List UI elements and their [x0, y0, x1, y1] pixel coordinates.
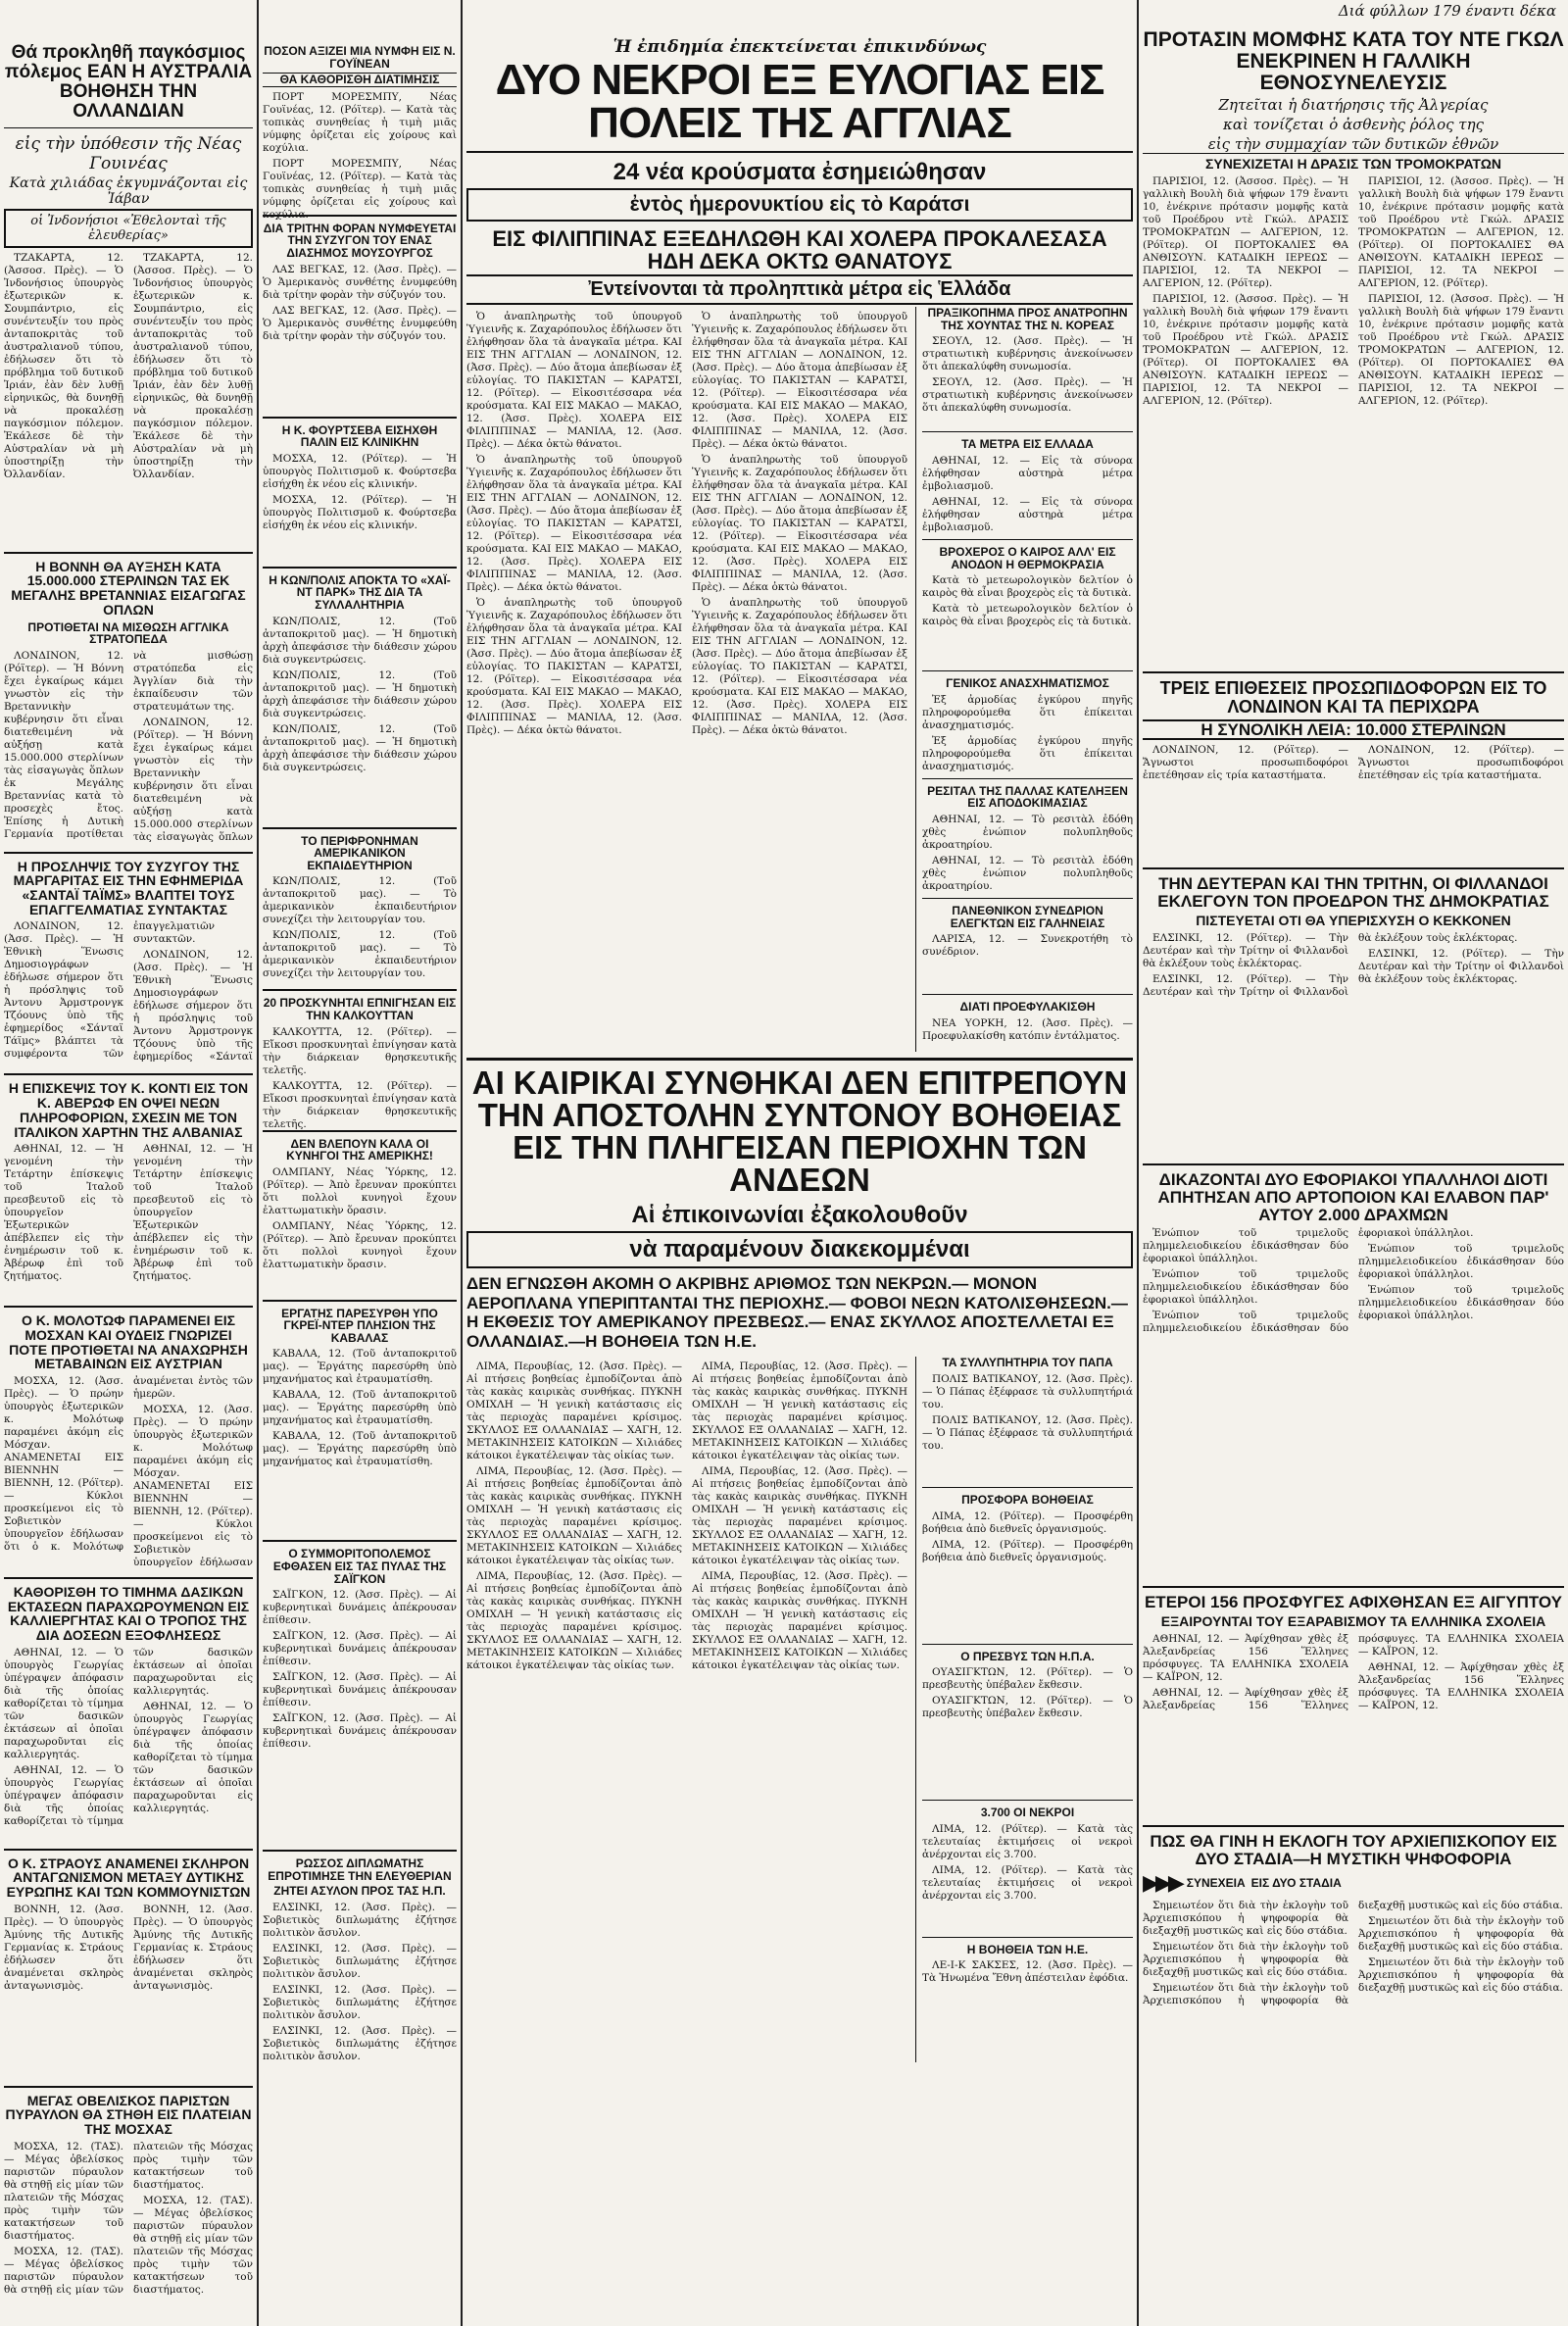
article-body: ΑΘΗΝΑΙ, 12. — Ἡ γενομένη τὴν Τετάρτην ἐπίσκεψις τοῦ Ἰταλοῦ πρεσβευτοῦ εἰς τὸ ὑπουργεῖον Ἐξωτερικῶν ἀπέβλεπεν εἰς τὴν ἐνημέρωσιν τοῦ κ. Ἀβέρωφ ἐπὶ τοῦ ζητήματος. ΑΘΗΝΑΙ, 12. — Ἡ γενομένη τὴν Τετάρτην ἐπίσκεψις τοῦ Ἰταλοῦ πρεσβευτοῦ εἰς τὸ ὑπουργεῖον Ἐξωτερικῶν ἀπέβλεπεν εἰς τὴν ἐνημέρωσιν τοῦ κ. Ἀβέρωφ ἐπὶ τοῦ ζητήματος.	[4, 1143, 253, 1283]
divider	[263, 567, 457, 569]
divider	[1143, 1586, 1564, 1588]
headline: Η Κ. ΦΟΥΡΤΣΕΒΑ ΕΙΣΗΧΘΗ ΠΑΛΙΝ ΕΙΣ ΚΛΙΝΙΚΗΝ	[281, 422, 438, 450]
sidebar-column	[915, 307, 1133, 1052]
deck: 24 νέα κρούσματα ἐσημειώθησαν	[612, 159, 987, 185]
divider	[1143, 1825, 1564, 1827]
article-new-guinea	[4, 43, 253, 546]
article-body: ΤΖΑΚΑΡΤΑ, 12. (Ἀσσοσ. Πρὲς). — Ὁ Ἰνδονήσιος ὑπουργὸς ἐξωτερικῶν κ. Σουμπάντριο, εἰς συνέντευξίν του πρὸς ἀνταποκριτὰς τοῦ ἀυστραλιανοῦ τύπου, ἐδήλωσεν ὅτι τὸ πρόβλημα τοῦ δυτικοῦ Ἰριάν, ἐὰν δὲν λυθῇ εἰρηνικῶς, θὰ δυνηθῇ νὰ προκαλέσῃ παγκόσμιον πόλεμον. Ἐκάλεσε δὲ τὴν Αὐστραλίαν νὰ μὴ ὑποστηρίξῃ τὴν Ὀλλανδίαν. ΤΖΑΚΑΡΤΑ, 12. (Ἀσσοσ. Πρὲς). — Ὁ Ἰνδονήσιος ὑπουργὸς ἐξωτερικῶν κ. Σουμπάντριο, εἰς συνέντευξίν του πρὸς ἀνταποκριτὰς τοῦ ἀυστραλιανοῦ τύπου, ἐδήλωσεν ὅτι τὸ πρόβλημα τοῦ δυτικοῦ Ἰριάν, ἐὰν δὲν λυθῇ εἰρηνικῶς, θὰ δυνηθῇ νὰ προκαλέσῃ παγκόσμιον πόλεμον. Ἐκάλεσε δὲ τὴν Αὐστραλίαν νὰ μὴ ὑποστηρίξῃ τὴν Ὀλλανδίαν.	[4, 251, 253, 480]
divider	[4, 2086, 253, 2088]
divider	[1143, 867, 1564, 869]
divider	[922, 994, 1133, 995]
column-4	[1143, 0, 1564, 2326]
continuation-label: ΣΥΝΕΧΕΙΑ	[1186, 1875, 1246, 1890]
continuation-label: ΕΙΣ ΔΥΟ ΣΤΑΔΙΑ	[1250, 1875, 1342, 1890]
divider	[466, 1058, 1133, 1061]
article-hyde-park	[263, 574, 457, 821]
article-smallpox	[466, 37, 1133, 1052]
divider	[263, 1300, 457, 1302]
divider	[922, 431, 1133, 432]
deck: Ἐντείνονται τὰ προληπτικὰ μέτρα εἰς Ἑλλάδα	[466, 274, 1133, 305]
divider	[4, 1849, 253, 1851]
article-body: ΚΩΝ/ΠΟΛΙΣ, 12. (Τοῦ ἀνταποκριτοῦ μας). — Τὸ ἀμερικανικὸν ἐκπαιδευτήριον συνεχίζει τὴν λειτουργίαν του. ΚΩΝ/ΠΟΛΙΣ, 12. (Τοῦ ἀνταποκριτοῦ μας). — Τὸ ἀμερικανικὸν ἐκπαιδευτήριον συνεχίζει τὴν λειτουργίαν του.	[263, 875, 457, 980]
article-body: ΟΛΜΠΑΝΥ, Νέας Ὑόρκης, 12. (Ρόϊτερ). — Ἀπὸ ἔρευναν προκύπτει ὅτι πολλοὶ κυνηγοὶ ἔχουν ἐλαττωματικὴν ὅρασιν. ΟΛΜΠΑΝΥ, Νέας Ὑόρκης, 12. (Ρόϊτερ). — Ἀπὸ ἔρευναν προκύπτει ὅτι πολλοὶ κυνηγοὶ ἔχουν ἐλαττωματικὴν ὅρασιν.	[263, 1165, 457, 1270]
headline: ΔΕΝ ΒΛΕΠΟΥΝ ΚΑΛΑ ΟΙ ΚΥΝΗΓΟΙ ΤΗΣ ΑΜΕΡΙΚΗΣ!	[286, 1136, 433, 1163]
headline: ΓΕΝΙΚΟΣ ΑΝΑΣΧΗΜΑΤΙΣΜΟΣ	[946, 676, 1109, 691]
article-obelisk	[4, 2094, 253, 2326]
article-body: ΚΑΛΚΟΥΤΤΑ, 12. (Ρόϊτερ). — Εἴκοσι προσκυνηταὶ ἐπνίγησαν κατὰ τὴν διάρκειαν θρησκευτικῆς τελετῆς. ΚΑΛΚΟΥΤΤΑ, 12. (Ρόϊτερ). — Εἴκοσι προσκυνηταὶ ἐπνίγησαν κατὰ τὴν διάρκειαν θρησκευτικῆς τελετῆς.	[263, 1025, 457, 1130]
headline: ΠΡΟΤΑΣΙΝ ΜΟΜΦΗΣ ΚΑΤΑ ΤΟΥ ΝΤΕ ΓΚΩΛ ΕΝΕΚΡΙΝΕΝ Η ΓΑΛΛΙΚΗ ΕΘΝΟΣΥΝΕΛΕΥΣΙΣ	[1143, 28, 1564, 95]
headline: Ο Κ. ΣΤΡΑΟΥΣ ΑΝΑΜΕΝΕΙ ΣΚΛΗΡΟΝ ΑΝΤΑΓΩΝΙΣΜΟΝ ΜΕΤΑΞΥ ΔΥΤΙΚΗΣ ΕΥΡΩΠΗΣ ΚΑΙ ΤΩΝ ΚΟΜΜΟΥΝΙΣΤΩΝ	[6, 1855, 251, 1901]
article-body: ΜΟΣΧΑ, 12. (ΤΑΣ). — Μέγας ὀβελίσκος παριστῶν πύραυλον θὰ στηθῇ εἰς μίαν τῶν πλατειῶν τῆς Μόσχας πρὸς τιμὴν τῶν κατακτήσεων τοῦ διαστήματος. ΜΟΣΧΑ, 12. (ΤΑΣ). — Μέγας ὀβελίσκος παριστῶν πύραυλον θὰ στηθῇ εἰς μίαν τῶν πλατειῶν τῆς Μόσχας πρὸς τιμὴν τῶν κατακτήσεων τοῦ διαστήματος. ΜΟΣΧΑ, 12. (ΤΑΣ). — Μέγας ὀβελίσκος παριστῶν πύραυλον θὰ στηθῇ εἰς μίαν τῶν πλατειῶν τῆς Μόσχας πρὸς τιμὴν τῶν κατακτήσεων τοῦ διαστήματος.	[4, 2140, 253, 2296]
headline: Ο Κ. ΜΟΛΟΤΩΦ ΠΑΡΑΜΕΝΕΙ ΕΙΣ ΜΟΣΧΑΝ ΚΑΙ ΟΥΔΕΙΣ ΓΝΩΡΙΖΕΙ ΠΟΤΕ ΠΡΟΤΙΘΕΤΑΙ ΝΑ ΑΝΑΧΩΡΗΣΗ ΜΕΤΑΒΑΙΝΩΝ ΕΙΣ ΑΥΣΤΡΙΑΝ	[9, 1312, 248, 1372]
divider	[263, 989, 457, 991]
headline: Ο ΠΡΕΣΒΥΣ ΤΩΝ Η.Π.Α.	[960, 1649, 1095, 1663]
headline: Η ΠΡΟΣΛΗΨΙΣ ΤΟΥ ΣΥΖΥΓΟΥ ΤΗΣ ΜΑΡΓΑΡΙΤΑΣ ΕΙΣ ΤΗΝ ΕΦΗΜΕΡΙΔΑ «ΣΑΝΤΑΪ ΤΑΪΜΣ» ΒΛΑΠΤΕΙ ΤΟΥΣ ΕΠΑΓΓΕΛΜΑΤΙΑΣ ΣΥΝΤΑΚΤΑΣ	[13, 858, 244, 917]
subheadline: ΣΥΝΕΧΙΖΕΤΑΙ Η ΔΡΑΣΙΣ ΤΩΝ ΤΡΟΜΟΚΡΑΤΩΝ	[1204, 156, 1502, 173]
article-margaret	[4, 860, 253, 1068]
article-body: ΠΑΡΙΣΙΟΙ, 12. (Ἀσσοσ. Πρὲς). — Ἡ γαλλικὴ Βουλὴ διὰ ψήφων 179 ἔναντι 10, ἐνέκρινε πρότασιν μομφῆς κατὰ τοῦ Προέδρου ντὲ Γκώλ. ΔΡΑΣΙΣ ΤΡΟΜΟΚΡΑΤΩΝ — ΑΛΓΕΡΙΟΝ, 12. (Ρόϊτερ). ΟΙ ΠΟΡΤΟΚΑΛΙΕΣ ΘΑ ΑΝΘΙΣΟΥΝ. ΚΑΤΑΔΙΚΗ ΙΕΡΕΩΣ — ΠΑΡΙΣΙΟΙ, 12. ΤΑ ΝΕΚΡΟΙ — ΑΛΓΕΡΙΟΝ, 12. (Ρόϊτερ). ΠΑΡΙΣΙΟΙ, 12. (Ἀσσοσ. Πρὲς). — Ἡ γαλλικὴ Βουλὴ διὰ ψήφων 179 ἔναντι 10, ἐνέκρινε πρότασιν μομφῆς κατὰ τοῦ Προέδρου ντὲ Γκώλ. ΔΡΑΣΙΣ ΤΡΟΜΟΚΡΑΤΩΝ — ΑΛΓΕΡΙΟΝ, 12. (Ρόϊτερ). ΟΙ ΠΟΡΤΟΚΑΛΙΕΣ ΘΑ ΑΝΘΙΣΟΥΝ. ΚΑΤΑΔΙΚΗ ΙΕΡΕΩΣ — ΠΑΡΙΣΙΟΙ, 12. ΤΑ ΝΕΚΡΟΙ — ΑΛΓΕΡΙΟΝ, 12. (Ρόϊτερ). ΠΑΡΙΣΙΟΙ, 12. (Ἀσσοσ. Πρὲς). — Ἡ γαλλικὴ Βουλὴ διὰ ψήφων 179 ἔναντι 10, ἐνέκρινε πρότασιν μομφῆς κατὰ τοῦ Προέδρου ντὲ Γκώλ. ΔΡΑΣΙΣ ΤΡΟΜΟΚΡΑΤΩΝ — ΑΛΓΕΡΙΟΝ, 12. (Ρόϊτερ). ΟΙ ΠΟΡΤΟΚΑΛΙΕΣ ΘΑ ΑΝΘΙΣΟΥΝ. ΚΑΤΑΔΙΚΗ ΙΕΡΕΩΣ — ΠΑΡΙΣΙΟΙ, 12. ΤΑ ΝΕΚΡΟΙ — ΑΛΓΕΡΙΟΝ, 12. (Ρόϊτερ). ΠΑΡΙΣΙΟΙ, 12. (Ἀσσοσ. Πρὲς). — Ἡ γαλλικὴ Βουλὴ διὰ ψήφων 179 ἔναντι 10, ἐνέκρινε πρότασιν μομφῆς κατὰ τοῦ Προέδρου ντὲ Γκώλ. ΔΡΑΣΙΣ ΤΡΟΜΟΚΡΑΤΩΝ — ΑΛΓΕΡΙΟΝ, 12. (Ρόϊτερ). ΟΙ ΠΟΡΤΟΚΑΛΙΕΣ ΘΑ ΑΝΘΙΣΟΥΝ. ΚΑΤΑΔΙΚΗ ΙΕΡΕΩΣ — ΠΑΡΙΣΙΟΙ, 12. ΤΑ ΝΕΚΡΟΙ — ΑΛΓΕΡΙΟΝ, 12. (Ρόϊτερ).	[1143, 174, 1564, 407]
headline: ΤΗΝ ΔΕΥΤΕΡΑΝ ΚΑΙ ΤΗΝ ΤΡΙΤΗΝ, ΟΙ ΦΙΛΛΑΝΔΟΙ ΕΚΛΕΓΟΥΝ ΤΟΝ ΠΡΟΕΔΡΟΝ ΤΗΣ ΔΗΜΟΚΡΑΤΙΑΣ	[1157, 874, 1549, 912]
article-conti-averof	[4, 1081, 253, 1300]
divider	[4, 1073, 253, 1075]
deck: ἐντὸς ἡμερονυκτίου εἰς τὸ Καράτσι	[466, 188, 1133, 222]
subheadline: ΕΞΑΙΡΟΥΝΤΑΙ ΤΟΥ ΕΞΑΡΑΒΙΣΜΟΥ ΤΑ ΕΛΛΗΝΙΚΑ ΣΧΟΛΕΙΑ	[1160, 1613, 1546, 1630]
article-body: ΝΕΑ ΥΟΡΚΗ, 12. (Ἀσσ. Πρὲς). — Προεφυλακίσθη κατόπιν ἐντάλματος.	[922, 1016, 1133, 1042]
headline: ΡΕΣΙΤΑΛ ΤΗΣ ΠΑΛΛΑΣ ΚΑΤΕΛΗΞΕΝ ΕΙΣ ΑΠΟΔΟΚΙΜΑΣΙΑΣ	[927, 783, 1128, 811]
article-body: ΕΛΣΙΝΚΙ, 12. (Ἀσσ. Πρὲς). — Σοβιετικὸς διπλωμάτης ἐζήτησε πολιτικὸν ἄσυλον. ΕΛΣΙΝΚΙ, 12. (Ἀσσ. Πρὲς). — Σοβιετικὸς διπλωμάτης ἐζήτησε πολιτικὸν ἄσυλον. ΕΛΣΙΝΚΙ, 12. (Ἀσσ. Πρὲς). — Σοβιετικὸς διπλωμάτης ἐζήτησε πολιτικὸν ἄσυλον. ΕΛΣΙΝΚΙ, 12. (Ἀσσ. Πρὲς). — Σοβιετικὸς διπλωμάτης ἐζήτησε πολιτικὸν ἄσυλον.	[263, 1902, 457, 2063]
article-composer	[263, 223, 457, 411]
article-body: ΒΟΝΝΗ, 12. (Ἀσσ. Πρὲς). — Ὁ ὑπουργὸς Ἀμύνης τῆς Δυτικῆς Γερμανίας κ. Στράους ἐδήλωσεν ὅτι ἀναμένεται σκληρὸς ἀνταγωνισμὸς. ΒΟΝΝΗ, 12. (Ἀσσ. Πρὲς). — Ὁ ὑπουργὸς Ἀμύνης τῆς Δυτικῆς Γερμανίας κ. Στράους ἐδήλωσεν ὅτι ἀναμένεται σκληρὸς ἀνταγωνισμὸς.	[4, 1903, 253, 1992]
article-finland	[1143, 875, 1564, 1157]
subheadline: καὶ τονίζεται ὁ ἀσθενὴς ῥόλος της	[1223, 116, 1484, 134]
divider	[263, 1540, 457, 1542]
article-hunters	[263, 1138, 457, 1294]
headline: ΠΑΝΕΘΝΙΚΟΝ ΣΥΝΕΔΡΙΟΝ ΕΛΕΓΚΤΩΝ ΕΙΣ ΓΑΛΗΝΕΙΑΣ	[950, 903, 1105, 930]
subheadline: Κατὰ χιλιάδας ἐκγυμνάζονται εἰς Ἰάβαν	[9, 174, 248, 207]
headline: ΡΩΣΣΟΣ ΔΙΠΛΩΜΑΤΗΣ ΕΠΡΟΤΙΜΗΣΕ ΤΗΝ ΕΛΕΥΘΕΡΙΑΝ	[268, 1856, 452, 1883]
article-pilgrims	[263, 996, 457, 1130]
article-saigon	[263, 1548, 457, 1844]
article-body: Ἐξ ἀρμοδίας ἐγκύρου πηγῆς πληροφορούμεθα ὅτι ἐπίκειται ἀνασχηματισμός. Ἐξ ἀρμοδίας ἐγκύρου πηγῆς πληροφορούμεθα ὅτι ἐπίκειται ἀνασχηματισμός.	[922, 693, 1133, 772]
article-de-gaulle	[1143, 29, 1564, 666]
headline: ΔΙΚΑΖΟΝΤΑΙ ΔΥΟ ΕΦΟΡΙΑΚΟΙ ΥΠΑΛΛΗΛΟΙ ΔΙΟΤΙ ΑΠΗΤΗΣΑΝ ΑΠΟ ΑΡΤΟΠΟΙΟΝ ΚΑΙ ΕΛΑΒΟΝ ΠΑΡ' ΑΥΤΟΥ 2.000 ΔΡΑΧΜΩΝ	[1157, 1169, 1549, 1224]
headline: ΕΤΕΡΟΙ 156 ΠΡΟΣΦΥΓΕΣ ΑΦΙΧΘΗΣΑΝ ΕΞ ΑΙΓΥΠΤΟΥ	[1144, 1593, 1563, 1612]
sidebar-column	[915, 1357, 1133, 2062]
article-bonn-arms	[4, 560, 253, 846]
divider	[263, 417, 457, 419]
divider	[922, 1644, 1133, 1645]
headline: Ο ΣΥΜΜΟΡΙΤΟΠΟΛΕΜΟΣ ΕΦΘΑΣΕΝ ΕΙΣ ΤΑΣ ΠΥΛΑΣ ΤΗΣ ΣΑΪΓΚΟΝ	[272, 1547, 447, 1586]
deck: νὰ παραμένουν διακεκομμέναι	[466, 1231, 1133, 1268]
column-rule	[257, 0, 259, 2326]
subheadline: ΘΑ ΚΑΘΟΡΙΣΘΗ ΔΙΑΤΙΜΗΣΙΣ	[263, 73, 457, 87]
article-body: ΚΩΝ/ΠΟΛΙΣ, 12. (Τοῦ ἀνταποκριτοῦ μας). — Ἡ δημοτικὴ ἀρχὴ ἀπεφάσισε τὴν διάθεσιν χώρου διὰ συγκεντρώσεις. ΚΩΝ/ΠΟΛΙΣ, 12. (Τοῦ ἀνταποκριτοῦ μας). — Ἡ δημοτικὴ ἀρχὴ ἀπεφάσισε τὴν διάθεσιν χώρου διὰ συγκεντρώσεις. ΚΩΝ/ΠΟΛΙΣ, 12. (Τοῦ ἀνταποκριτοῦ μας). — Ἡ δημοτικὴ ἀρχὴ ἀπεφάσισε τὴν διάθεσιν χώρου διὰ συγκεντρώσεις.	[263, 615, 457, 773]
column-1	[4, 0, 253, 2326]
article-body: ΜΟΣΧΑ, 12. (Ἀσσ. Πρὲς). — Ὁ πρώην ὑπουργὸς ἐξωτερικῶν κ. Μολότωφ παραμένει ἀκόμη εἰς Μόσχαν. ΑΝΑΜΕΝΕΤΑΙ ΕΙΣ ΒΙΕΝΝΗΝ — ΒΙΕΝΝΗ, 12. (Ρόϊτερ). — Κύκλοι προσκείμενοι εἰς τὸ Σοβιετικὸν ὑπουργεῖον ἐδήλωσαν ὅτι ὁ κ. Μολότωφ ἀναμένεται ἐντὸς τῶν ἡμερῶν. ΜΟΣΧΑ, 12. (Ἀσσ. Πρὲς). — Ὁ πρώην ὑπουργὸς ἐξωτερικῶν κ. Μολότωφ παραμένει ἀκόμη εἰς Μόσχαν. ΑΝΑΜΕΝΕΤΑΙ ΕΙΣ ΒΙΕΝΝΗΝ — ΒΙΕΝΝΗ, 12. (Ρόϊτερ). — Κύκλοι προσκείμενοι εἰς τὸ Σοβιετικὸν ὑπουργεῖον ἐδήλωσαν	[4, 1374, 253, 1568]
divider	[922, 539, 1133, 540]
divider	[922, 778, 1133, 779]
article-worker	[263, 1308, 457, 1535]
article-body: ΣΕΟΥΛ, 12. (Ἀσσ. Πρὲς). — Ἡ στρατιωτικὴ κυβέρνησις ἀνεκοίνωσεν ὅτι ἀπεκαλύφθη συνωμοσία. ΣΕΟΥΛ, 12. (Ἀσσ. Πρὲς). — Ἡ στρατιωτικὴ κυβέρνησις ἀνεκοίνωσεν ὅτι ἀπεκαλύφθη συνωμοσία.	[922, 335, 1133, 415]
article-body: ΕΛΣΙΝΚΙ, 12. (Ρόϊτερ). — Τὴν Δευτέραν καὶ τὴν Τρίτην οἱ Φιλλανδοὶ θὰ ἐκλέξουν τοὺς ἐκλέκτορας. ΕΛΣΙΝΚΙ, 12. (Ρόϊτερ). — Τὴν Δευτέραν καὶ τὴν Τρίτην οἱ Φιλλανδοὶ θὰ ἐκλέξουν τοὺς ἐκλέκτορας. ΕΛΣΙΝΚΙ, 12. (Ρόϊτερ). — Τὴν Δευτέραν καὶ τὴν Τρίτην οἱ Φιλλανδοὶ θὰ ἐκλέξουν τοὺς ἐκλέκτορας.	[1143, 931, 1564, 998]
headline: ΤΑ ΣΥΛΛΥΠΗΤΗΡΙΑ ΤΟΥ ΠΑΠΑ	[942, 1357, 1113, 1370]
main-headline: ΑΙ ΚΑΙΡΙΚΑΙ ΣΥΝΘΗΚΑΙ ΔΕΝ ΕΠΙΤΡΕΠΟΥΝ ΤΗΝ ΑΠΟΣΤΟΛΗΝ ΣΥΝΤΟΝΟΥ ΒΟΗΘΕΙΑΣ ΕΙΣ ΤΗΝ ΠΛΗΓΕΙΣΑΝ ΠΕΡΙΟΧΗΝ ΤΩΝ ΑΝΔΕΩΝ	[471, 1064, 1128, 1199]
subheadline: Ζητεῖται ἡ διατήρησις τῆς Ἀλγερίας	[1218, 96, 1489, 115]
article-body: ΟΥΑΣΙΓΚΤΩΝ, 12. (Ρόϊτερ). — Ὁ πρεσβευτὴς ὑπέβαλεν ἔκθεσιν. ΟΥΑΣΙΓΚΤΩΝ, 12. (Ρόϊτερ). — Ὁ πρεσβευτὴς ὑπέβαλεν ἔκθεσιν.	[922, 1666, 1133, 1720]
divider	[922, 1937, 1133, 1938]
article-furtseva	[263, 424, 457, 561]
article-body: ΛΙΜΑ, 12. (Ρόϊτερ). — Προσφέρθη βοήθεια ἀπὸ διεθνεῖς ὀργανισμούς. ΛΙΜΑ, 12. (Ρόϊτερ). — Προσφέρθη βοήθεια ἀπὸ διεθνεῖς ὀργανισμούς.	[922, 1509, 1133, 1563]
article-body: ΜΟΣΧΑ, 12. (Ρόϊτερ). — Ἡ ὑπουργὸς Πολιτισμοῦ κ. Φούρτσεβα εἰσήχθη ἐκ νέου εἰς κλινικήν. ΜΟΣΧΑ, 12. (Ρόϊτερ). — Ἡ ὑπουργὸς Πολιτισμοῦ κ. Φούρτσεβα εἰσήχθη ἐκ νέου εἰς κλινικήν.	[263, 452, 457, 531]
headline: Η ΕΠΙΣΚΕΨΙΣ ΤΟΥ Κ. ΚΟΝΤΙ ΕΙΣ ΤΟΝ Κ. ΑΒΕΡΩΦ ΕΝ ΟΨΕΙ ΝΕΩΝ ΠΛΗΡΟΦΟΡΙΩΝ, ΣΧΕΣΙΝ ΜΕ ΤΟΝ ΙΤΑΛΙΚΟΝ ΧΑΡΤΗΝ ΤΗΣ ΑΛΒΑΝΙΑΣ	[8, 1080, 249, 1140]
article-body: ΛΙΜΑ, Περουβίας, 12. (Ἀσσ. Πρὲς). — Αἱ πτήσεις βοηθείας ἐμποδίζονται ἀπὸ τὰς κακὰς καιρικὰς συνθήκας. ΠΥΚΝΗ ΟΜΙΧΛΗ — Ἡ γενικὴ κατάστασις εἰς τὰς περιοχὰς παραμένει κρίσιμος. ΣΚΥΛΛΟΣ ΕΞ ΟΛΛΑΝΔΙΑΣ — ΧΑΓΗ, 12. ΜΕΤΑΚΙΝΗΣΕΙΣ ΚΑΤΟΙΚΩΝ — Χιλιάδες κάτοικοι ἐγκατέλειψαν τὰς οἰκίας των. ΛΙΜΑ, Περουβίας, 12. (Ἀσσ. Πρὲς). — Αἱ πτήσεις βοηθείας ἐμποδίζονται ἀπὸ τὰς κακὰς καιρικὰς συνθήκας. ΠΥΚΝΗ ΟΜΙΧΛΗ — Ἡ γενικὴ κατάστασις εἰς τὰς περιοχὰς παραμένει κρίσιμος. ΣΚΥΛΛΟΣ ΕΞ ΟΛΛΑΝΔΙΑΣ — ΧΑΓΗ, 12. ΜΕΤΑΚΙΝΗΣΕΙΣ ΚΑΤΟΙΚΩΝ — Χιλιάδες κάτοικοι ἐγκατέλειψαν τὰς οἰκίας των. ΛΙΜΑ, Περουβίας, 12. (Ἀσσ. Πρὲς). — Αἱ πτήσεις βοηθείας ἐμποδίζονται ἀπὸ τὰς κακὰς καιρικὰς συνθήκας. ΠΥΚΝΗ ΟΜΙΧΛΗ — Ἡ γενικὴ κατάστασις εἰς τὰς περιοχὰς παραμένει κρίσιμος. ΣΚΥΛΛΟΣ ΕΞ ΟΛΛΑΝΔΙΑΣ — ΧΑΓΗ, 12. ΜΕΤΑΚΙΝΗΣΕΙΣ ΚΑΤΟΙΚΩΝ — Χιλιάδες κάτοικοι ἐγκατέλειψαν τὰς οἰκίας των. ΛΙΜΑ, Περουβίας, 12. (Ἀσσ. Πρὲς). — Αἱ πτήσεις βοηθείας ἐμποδίζονται ἀπὸ τὰς κακὰς καιρικὰς συνθήκας. ΠΥΚΝΗ ΟΜΙΧΛΗ — Ἡ γενικὴ κατάστασις εἰς τὰς περιοχὰς παραμένει κρίσιμος. ΣΚΥΛΛΟΣ ΕΞ ΟΛΛΑΝΔΙΑΣ — ΧΑΓΗ, 12. ΜΕΤΑΚΙΝΗΣΕΙΣ ΚΑΤΟΙΚΩΝ — Χιλιάδες κάτοικοι ἐγκατέλειψαν τὰς οἰκίας των. ΛΙΜΑ, Περουβίας, 12. (Ἀσσ. Πρὲς). — Αἱ πτήσεις βοηθείας ἐμποδίζονται ἀπὸ τὰς κακὰς καιρικὰς συνθήκας. ΠΥΚΝΗ ΟΜΙΧΛΗ — Ἡ γενικὴ κατάστασις εἰς τὰς περιοχὰς παραμένει κρίσιμος. ΣΚΥΛΛΟΣ ΕΞ ΟΛΛΑΝΔΙΑΣ — ΧΑΓΗ, 12. ΜΕΤΑΚΙΝΗΣΕΙΣ ΚΑΤΟΙΚΩΝ — Χιλιάδες κάτοικοι ἐγκατέλειψαν τὰς οἰκίας των. ΛΙΜΑ, Περουβίας, 12. (Ἀσσ. Πρὲς). — Αἱ πτήσεις βοηθείας ἐμποδίζονται ἀπὸ τὰς κακὰς καιρικὰς συνθήκας. ΠΥΚΝΗ ΟΜΙΧΛΗ — Ἡ γενικὴ κατάστασις εἰς τὰς περιοχὰς παραμένει κρίσιμος. ΣΚΥΛΛΟΣ ΕΞ ΟΛΛΑΝΔΙΑΣ — ΧΑΓΗ, 12. ΜΕΤΑΚΙΝΗΣΕΙΣ ΚΑΤΟΙΚΩΝ — Χιλιάδες κάτοικοι ἐγκατέλειψαν τὰς οἰκίας των.	[466, 1361, 907, 1672]
subheadline: ΠΙΣΤΕΥΕΤΑΙ ΟΤΙ ΘΑ ΥΠΕΡΙΣΧΥΣΗ Ο ΚΕΚΚΟΝΕΝ	[1196, 913, 1511, 929]
article-body: ΛΟΝΔΙΝΟΝ, 12. (Ρόϊτερ). — Ἡ Βόννη ἔχει ἐγκαίρως κάμει γνωστὸν εἰς τὴν Βρεταννικὴν κυβέρνησιν ὅτι εἶναι διατεθειμένη νὰ αὐξήσῃ κατὰ 15.000.000 στερλίνων τὰς εἰσαγωγὰς ὅπλων ἐκ Μεγάλης Βρεταννίας κατὰ τὸ προσεχὲς ἔτος. Ἐπίσης ἡ Δυτικὴ Γερμανία προτίθεται νὰ μισθώσῃ στρατόπεδα εἰς Ἀγγλίαν διὰ τὴν ἐκπαίδευσιν τῶν στρατευμάτων της. ΛΟΝΔΙΝΟΝ, 12. (Ρόϊτερ). — Ἡ Βόννη ἔχει ἐγκαίρως κάμει γνωστὸν εἰς τὴν Βρεταννικὴν κυβέρνησιν ὅτι εἶναι διατεθειμένη νὰ αὐξήσῃ κατὰ 15.000.000 στερλίνων τὰς εἰσαγωγὰς ὅπλων	[4, 649, 253, 843]
divider	[263, 827, 457, 829]
headline: ΜΕΓΑΣ ΟΒΕΛΙΣΚΟΣ ΠΑΡΙΣΤΩΝ ΠΥΡΑΥΛΟΝ ΘΑ ΣΤΗΘΗ ΕΙΣ ΠΛΑΤΕΙΑΝ ΤΗΣ ΜΟΣΧΑΣ	[5, 2092, 252, 2138]
headline: ΔΙΑΤΙ ΠΡΟΕΦΥΛΑΚΙΣΘΗ	[959, 1000, 1096, 1015]
headline: ΠΩΣ ΘΑ ΓΙΝΗ Η ΕΚΛΟΓΗ ΤΟΥ ΑΡΧΙΕΠΙΣΚΟΠΟΥ ΕΙΣ ΔΥΟ ΣΤΑΔΙΑ—Η ΜΥΣΤΙΚΗ ΨΗΦΟΦΟΡΙΑ	[1150, 1831, 1557, 1868]
deck: Αἱ ἐπικοινωνίαι ἐξακολουθοῦν	[631, 1202, 968, 1229]
headline: Η ΒΟΝΝΗ ΘΑ ΑΥΞΗΣΗ ΚΑΤΑ 15.000.000 ΣΤΕΡΛΙΝΩΝ ΤΑΣ ΕΚ ΜΕΓΑΛΗΣ ΒΡΕΤΑΝΝΙΑΣ ΕΙΣΑΓΩΓΑΣ ΟΠΛΩΝ	[11, 558, 246, 618]
article-body: Ἐνώπιον τοῦ τριμελοῦς πλημμελειοδικείου ἐδικάσθησαν δύο ἐφοριακοὶ ὑπάλληλοι. Ἐνώπιον τοῦ τριμελοῦς πλημμελειοδικείου ἐδικάσθησαν δύο ἐφοριακοὶ ὑπάλληλοι. Ἐνώπιον τοῦ τριμελοῦς πλημμελειοδικείου ἐδικάσθησαν δύο ἐφοριακοὶ ὑπάλληλοι. Ἐνώπιον τοῦ τριμελοῦς πλημμελειοδικείου ἐδικάσθησαν δύο ἐφοριακοὶ ὑπάλληλοι. Ἐνώπιον τοῦ τριμελοῦς πλημμελειοδικείου ἐδικάσθησαν δύο ἐφοριακοὶ ὑπάλληλοι.	[1143, 1227, 1564, 1335]
article-body: Σημειωτέον ὅτι διὰ τὴν ἐκλογὴν τοῦ Ἀρχιεπισκόπου ἡ ψηφοφορία θὰ διεξαχθῇ μυστικῶς καὶ εἰς δύο στάδια. Σημειωτέον ὅτι διὰ τὴν ἐκλογὴν τοῦ Ἀρχιεπισκόπου ἡ ψηφοφορία θὰ διεξαχθῇ μυστικῶς καὶ εἰς δύο στάδια. Σημειωτέον ὅτι διὰ τὴν ἐκλογὴν τοῦ Ἀρχιεπισκόπου ἡ ψηφοφορία θὰ διεξαχθῇ μυστικῶς καὶ εἰς δύο στάδια. Σημειωτέον ὅτι διὰ τὴν ἐκλογὴν τοῦ Ἀρχιεπισκόπου ἡ ψηφοφορία θὰ διεξαχθῇ μυστικῶς καὶ εἰς δύο στάδια. Σημειωτέον ὅτι διὰ τὴν ἐκλογὴν τοῦ Ἀρχιεπισκόπου ἡ ψηφοφορία θὰ διεξαχθῇ μυστικῶς καὶ εἰς δύο στάδια.	[1143, 1899, 1564, 2006]
article-body: ΑΘΗΝΑΙ, 12. — Τὸ ρεσιτὰλ ἐδόθη χθὲς ἐνώπιον πολυπληθοῦς ἀκροατηρίου. ΑΘΗΝΑΙ, 12. — Τὸ ρεσιτὰλ ἐδόθη χθὲς ἐνώπιον πολυπληθοῦς ἀκροατηρίου.	[922, 813, 1133, 892]
subheadline: εἰς τὴν συμμαχίαν τῶν δυτικῶν ἐθνῶν	[1143, 135, 1564, 154]
headline: ΤΟ ΠΕΡΙΦΡΟΝΗΜΑΝ ΑΜΕΡΙΚΑΝΙΚΟΝ ΕΚΠΑΙΔΕΥΤΗΡΙΟΝ	[301, 833, 418, 872]
article-body: ΑΘΗΝΑΙ, 12. — Εἰς τὰ σύνορα ἐλήφθησαν αὐστηρὰ μέτρα ἐμβολιασμοῦ. ΑΘΗΝΑΙ, 12. — Εἰς τὰ σύνορα ἐλήφθησαν αὐστηρὰ μέτρα ἐμβολιασμοῦ.	[922, 454, 1133, 533]
article-body: ΠΟΛΙΣ ΒΑΤΙΚΑΝΟΥ, 12. (Ἀσσ. Πρὲς). — Ὁ Πάπας ἐξέφρασε τὰ συλλυπητήριά του. ΠΟΛΙΣ ΒΑΤΙΚΑΝΟΥ, 12. (Ἀσσ. Πρὲς). — Ὁ Πάπας ἐξέφρασε τὰ συλλυπητήριά του.	[922, 1372, 1133, 1452]
divider	[922, 1800, 1133, 1801]
smallpox-body-row	[466, 307, 1133, 1052]
divider	[4, 127, 253, 128]
article-body: ΛΕ-Ι-Κ ΣΑΚΣΕΣ, 12. (Ἀσσ. Πρὲς). — Τὰ Ἡνωμένα Ἔθνη ἀπέστειλαν ἐφόδια.	[922, 1959, 1133, 1985]
column-main	[466, 0, 1133, 2326]
headline: Θά προκληθῆ παγκόσμιος πόλεμος ΕΑΝ Η ΑΥΣΤΡΑΛΙΑ ΒΟΗΘΗΣΗ ΤΗΝ ΟΛΛΑΝΔΙΑΝ	[4, 42, 253, 122]
article-forest-land	[4, 1585, 253, 1843]
arrows-icon: ▶▶▶	[1143, 1870, 1181, 1896]
article-body: Κατὰ τὸ μετεωρολογικὸν δελτίον ὁ καιρὸς θὰ εἶναι βροχερὸς εἰς τὰ δυτικὰ. Κατὰ τὸ μετεωρολογικὸν δελτίον ὁ καιρὸς θὰ εἶναι βροχερὸς εἰς τὰ δυτικὰ.	[922, 574, 1133, 628]
article-masked-robbers	[1143, 679, 1564, 863]
column-2	[263, 0, 457, 2326]
kicker: Ἡ ἐπιδημία ἐπεκτείνεται ἐπικινδύνως	[612, 37, 987, 57]
subheadline: ΠΡΟΤΙΘΕΤΑΙ ΝΑ ΜΙΣΘΩΣΗ ΑΓΓΛΙΚΑ ΣΤΡΑΤΟΠΕΔΑ	[27, 619, 229, 647]
article-body: ΚΑΒΑΛΑ, 12. (Τοῦ ἀνταποκριτοῦ μας). — Ἐργάτης παρεσύρθη ὑπὸ μηχανήματος καὶ ἐτραυματίσθη. ΚΑΒΑΛΑ, 12. (Τοῦ ἀνταποκριτοῦ μας). — Ἐργάτης παρεσύρθη ὑπὸ μηχανήματος καὶ ἐτραυματίσθη. ΚΑΒΑΛΑ, 12. (Τοῦ ἀνταποκριτοῦ μας). — Ἐργάτης παρεσύρθη ὑπὸ μηχανήματος καὶ ἐτραυματίσθη.	[263, 1348, 457, 1468]
headline: Η ΒΟΗΘΕΙΑ ΤΩΝ Η.Ε.	[966, 1942, 1089, 1956]
continuation-row	[1143, 1871, 1564, 1896]
headline: ΕΡΓΑΤΗΣ ΠΑΡΕΣΥΡΘΗ ΥΠΟ ΓΚΡΕΪ-ΝΤΕΡ ΠΛΗΣΙΟΝ ΤΗΣ ΚΑΒΑΛΑΣ	[281, 1306, 438, 1345]
headline: 20 ΠΡΟΣΚΥΝΗΤΑΙ ΕΠΝΙΓΗΣΑΝ ΕΙΣ ΤΗΝ ΚΑΛΚΟΥΤΤΑΝ	[263, 996, 457, 1022]
headline: ΠΡΑΞΙΚΟΠΗΜΑ ΠΡΟΣ ΑΝΑΤΡΟΠΗΝ ΤΗΣ ΧΟΥΝΤΑΣ ΤΗΣ Ν. ΚΟΡΕΑΣ	[927, 307, 1128, 332]
article-tax-officials	[1143, 1171, 1564, 1581]
deck: ΔΕΝ ΕΓΝΩΣΘΗ ΑΚΟΜΗ Ο ΑΚΡΙΒΗΣ ΑΡΙΘΜΟΣ ΤΩΝ ΝΕΚΡΩΝ.— ΜΟΝΟΝ ΑΕΡΟΠΛΑΝΑ ΥΠΕΡΙΠΤΑΝΤΑΙ ΤΗΣ ΠΕΡΙΟΧΗΣ.— ΦΟΒΟΙ ΝΕΩΝ ΚΑΤΟΛΙΣΘΗΣΕΩΝ.— Η ΕΚΘΕΣΙΣ ΤΟΥ ΑΜΕΡΙΚΑΝΟΥ ΠΡΕΣΒΕΩΣ.— ΕΝΑΣ ΣΚΥΛΛΟΣ ΑΠΟΣΤΕΛΛΕΤΑΙ ΕΞ ΟΛΛΑΝΔΙΑΣ.—Η ΒΟΗΘΕΙΑ ΤΩΝ Η.Ε.	[466, 1274, 1128, 1351]
headline: ΤΡΕΙΣ ΕΠΙΘΕΣΕΙΣ ΠΡΟΣΩΠΙΔΟΦΟΡΩΝ ΕΙΣ ΤΟ ΛΟΝΔΙΝΟΝ ΚΑΙ ΤΑ ΠΕΡΙΧΩΡΑ	[1159, 677, 1547, 717]
column-rule	[461, 0, 463, 2326]
article-body: ΑΘΗΝΑΙ, 12. — Ἀφίχθησαν χθὲς ἐξ Ἀλεξανδρείας 156 Ἕλληνες πρόσφυγες. ΤΑ ΕΛΛΗΝΙΚΑ ΣΧΟΛΕΙΑ — ΚΑΪΡΟΝ, 12. ΑΘΗΝΑΙ, 12. — Ἀφίχθησαν χθὲς ἐξ Ἀλεξανδρείας 156 Ἕλληνες πρόσφυγες. ΤΑ ΕΛΛΗΝΙΚΑ ΣΧΟΛΕΙΑ — ΚΑΪΡΟΝ, 12. ΑΘΗΝΑΙ, 12. — Ἀφίχθησαν χθὲς ἐξ Ἀλεξανδρείας 156 Ἕλληνες πρόσφυγες. ΤΑ ΕΛΛΗΝΙΚΑ ΣΧΟΛΕΙΑ — ΚΑΪΡΟΝ, 12.	[1143, 1632, 1564, 1711]
article-body: ΠΟΡΤ ΜΟΡΕΣΜΠΥ, Νέας Γουϊνέας, 12. (Ρόϊτερ). — Κατὰ τὰς τοπικὰς συνηθείας ἡ τιμὴ μιᾶς νύμφης ὁρίζεται εἰς χοίρους καὶ κοχύλια. ΠΟΡΤ ΜΟΡΕΣΜΠΥ, Νέας Γουϊνέας, 12. (Ρόϊτερ). — Κατὰ τὰς τοπικὰς συνηθείας ἡ τιμὴ μιᾶς νύμφης ὁρίζεται εἰς χοίρους καὶ κοχύλια.	[263, 90, 457, 221]
article-andes	[466, 1066, 1133, 2062]
article-body: ΛΙΜΑ, 12. (Ρόϊτερ). — Κατὰ τὰς τελευταίας ἐκτιμήσεις οἱ νεκροὶ ἀνέρχονται εἰς 3.700. ΛΙΜΑ, 12. (Ρόϊτερ). — Κατὰ τὰς τελευταίας ἐκτιμήσεις οἱ νεκροὶ ἀνέρχονται εἰς 3.700.	[922, 1822, 1133, 1902]
article-strauss	[4, 1856, 253, 2080]
article-body: ΛΑΣ ΒΕΓΚΑΣ, 12. (Ἀσσ. Πρὲς). — Ὁ Ἀμερικανὸς συνθέτης ἐνυμφεύθη διὰ τρίτην φορὰν τὴν σύζυγόν του. ΛΑΣ ΒΕΓΚΑΣ, 12. (Ἀσσ. Πρὲς). — Ὁ Ἀμερικανὸς συνθέτης ἐνυμφεύθη διὰ τρίτην φορὰν τὴν σύζυγόν του.	[263, 263, 457, 342]
divider	[4, 852, 253, 854]
subheadline: ΖΗΤΕΙ ΑΣΥΛΟΝ ΠΡΟΣ ΤΑΣ Η.Π.	[273, 1884, 446, 1899]
headline: Η ΚΩΝ/ΠΟΛΙΣ ΑΠΟΚΤΑ ΤΟ «ΧΑΪ-ΝΤ ΠΑΡΚ» ΤΗΣ ΔΙΑ ΤΑ ΣΥΛΛΑΛΗΤΗΡΙΑ	[269, 572, 451, 612]
divider	[263, 1850, 457, 1852]
article-body: ΛΑΡΙΣΑ, 12. — Συνεκροτήθη τὸ συνέδριον.	[922, 933, 1133, 959]
divider	[4, 1306, 253, 1308]
divider	[922, 1487, 1133, 1488]
article-molotov	[4, 1313, 253, 1571]
headline: ΤΑ ΜΕΤΡΑ ΕΙΣ ΕΛΛΑΔΑ	[961, 437, 1094, 452]
divider	[4, 552, 253, 554]
subheadline: Η ΣΥΝΟΛΙΚΗ ΛΕΙΑ: 10.000 ΣΤΕΡΛΙΝΩΝ	[1143, 719, 1564, 741]
article-bride	[263, 44, 457, 221]
headline: ΔΙΑ ΤΡΙΤΗΝ ΦΟΡΑΝ ΝΥΜΦΕΥΕΤΑΙ ΤΗΝ ΣΥΖΥΓΟΝ ΤΟΥ ΕΝΑΣ ΔΙΑΣΗΜΟΣ ΜΟΥΣΟΥΡΓΟΣ	[263, 221, 457, 260]
headline: ΠΟΣΟΝ ΑΞΙΖΕΙ ΜΙΑ ΝΥΜΦΗ ΕΙΣ Ν. ΓΟΥΪΝΕΑΝ	[264, 44, 456, 71]
article-body: ΛΟΝΔΙΝΟΝ, 12. (Ρόϊτερ). — Ἄγνωστοι προσωπιδοφόροι ἐπετέθησαν εἰς τρία καταστήματα. ΛΟΝΔΙΝΟΝ, 12. (Ρόϊτερ). — Ἄγνωστοι προσωπιδοφόροι ἐπετέθησαν εἰς τρία καταστήματα.	[1143, 744, 1564, 782]
divider	[922, 898, 1133, 899]
headline: ΒΡΟΧΕΡΟΣ Ο ΚΑΙΡΟΣ ΑΛΛ' ΕΙΣ ΑΝΟΔΟΝ Η ΘΕΡΜΟΚΡΑΣΙΑ	[939, 544, 1116, 571]
price-line: Διά φύλλων 179 έναντι δέκα	[1338, 2, 1556, 20]
subheadline: εἰς τὴν ὑπόθεσιν τῆς Νέας Γουινέας	[15, 133, 242, 173]
main-headline: ΔΥΟ ΝΕΚΡΟΙ ΕΞ ΕΥΛΟΓΙΑΣ ΕΙΣ ΠΟΛΕΙΣ ΤΗΣ ΑΓΓΛΙΑΣ	[495, 56, 1104, 147]
deck: ΕΙΣ ΦΙΛΙΠΠΙΝΑΣ ΕΞΕΔΗΛΩΘΗ ΚΑΙ ΧΟΛΕΡΑ ΠΡΟΚΑΛΕΣΑΣΑ ΗΔΗ ΔΕΚΑ ΟΚΤΩ ΘΑΝΑΤΟΥΣ	[492, 226, 1107, 274]
divider	[922, 670, 1133, 671]
divider	[1143, 1163, 1564, 1165]
article-refugees	[1143, 1594, 1564, 1819]
article-body: ΛΟΝΔΙΝΟΝ, 12. (Ἀσσ. Πρὲς). — Ἡ Ἐθνικὴ Ἕνωσις Δημοσιογράφων ἐδήλωσε σήμερον ὅτι ἡ πρόσληψις τοῦ Ἀντονυ Ἀρμστρονγκ Τζόουνς ὑπὸ τῆς ἐφημερίδος «Σάνταϊ Τάϊμς» βλάπτει τὰ συμφέροντα τῶν ἐπαγγελματιῶν συντακτῶν. ΛΟΝΔΙΝΟΝ, 12. (Ἀσσ. Πρὲς). — Ἡ Ἐθνικὴ Ἕνωσις Δημοσιογράφων ἐδήλωσε σήμερον ὅτι ἡ πρόσληψις τοῦ Ἀντονυ Ἀρμστρονγκ Τζόουνς ὑπὸ τῆς ἐφημερίδος «Σάνταϊ	[4, 920, 253, 1064]
article-body: ΣΑΪΓΚΟΝ, 12. (Ἀσσ. Πρὲς). — Αἱ κυβερνητικαὶ δυνάμεις ἀπέκρουσαν ἐπίθεσιν. ΣΑΪΓΚΟΝ, 12. (Ἀσσ. Πρὲς). — Αἱ κυβερνητικαὶ δυνάμεις ἀπέκρουσαν ἐπίθεσιν. ΣΑΪΓΚΟΝ, 12. (Ἀσσ. Πρὲς). — Αἱ κυβερνητικαὶ δυνάμεις ἀπέκρουσαν ἐπίθεσιν. ΣΑΪΓΚΟΝ, 12. (Ἀσσ. Πρὲς). — Αἱ κυβερνητικαὶ δυνάμεις ἀπέκρουσαν ἐπίθεσιν.	[263, 1589, 457, 1751]
article-archbishop	[1143, 1833, 1564, 2223]
column-rule	[1137, 0, 1139, 2326]
andes-body-row	[466, 1357, 1133, 2062]
headline: ΚΑΘΟΡΙΣΘΗ ΤΟ ΤΙΜΗΜΑ ΔΑΣΙΚΩΝ ΕΚΤΑΣΕΩΝ ΠΑΡΑΧΩΡΟΥΜΕΝΩΝ ΕΙΣ ΚΑΛΛΙΕΡΓΗΤΑΣ ΚΑΙ Ο ΤΡΟΠΟΣ ΤΗΣ ΔΙΑ ΔΟΣΕΩΝ ΕΞΟΦΛΗΣΕΩΣ	[7, 1583, 250, 1643]
divider	[1143, 671, 1564, 673]
article-diplomat	[263, 1857, 457, 2215]
article-school	[263, 835, 457, 984]
divider	[466, 151, 1133, 153]
headline: ΠΡΟΣΦΟΡΑ ΒΟΗΘΕΙΑΣ	[961, 1492, 1094, 1507]
divider	[4, 1577, 253, 1579]
article-body: Ὁ ἀναπληρωτὴς τοῦ ὑπουργοῦ Ὑγιεινῆς κ. Ζαχαρόπουλος ἐδήλωσεν ὅτι ἐλήφθησαν ὅλα τὰ ἀναγκαῖα μέτρα. ΚΑΙ ΕΙΣ ΤΗΝ ΑΓΓΛΙΑΝ — ΛΟΝΔΙΝΟΝ, 12. (Ἀσσ. Πρὲς). — Δύο ἄτομα ἀπεβίωσαν ἐξ εὐλογίας. ΤΟ ΠΑΚΙΣΤΑΝ — ΚΑΡΑΤΣΙ, 12. (Ρόϊτερ). — Εἰκοσιτέσσαρα νέα κρούσματα. ΚΑΙ ΕΙΣ ΜΑΚΑΟ — ΜΑΚΑΟ, 12. (Ἀσσ. Πρὲς). ΧΟΛΕΡΑ ΕΙΣ ΦΙΛΙΠΠΙΝΑΣ — ΜΑΝΙΛΑ, 12. (Ἀσσ. Πρὲς). — Δέκα ὀκτὼ θάνατοι. Ὁ ἀναπληρωτὴς τοῦ ὑπουργοῦ Ὑγιεινῆς κ. Ζαχαρόπουλος ἐδήλωσεν ὅτι ἐλήφθησαν ὅλα τὰ ἀναγκαῖα μέτρα. ΚΑΙ ΕΙΣ ΤΗΝ ΑΓΓΛΙΑΝ — ΛΟΝΔΙΝΟΝ, 12. (Ἀσσ. Πρὲς). — Δύο ἄτομα ἀπεβίωσαν ἐξ εὐλογίας. ΤΟ ΠΑΚΙΣΤΑΝ — ΚΑΡΑΤΣΙ, 12. (Ρόϊτερ). — Εἰκοσιτέσσαρα νέα κρούσματα. ΚΑΙ ΕΙΣ ΜΑΚΑΟ — ΜΑΚΑΟ, 12. (Ἀσσ. Πρὲς). ΧΟΛΕΡΑ ΕΙΣ ΦΙΛΙΠΠΙΝΑΣ — ΜΑΝΙΛΑ, 12. (Ἀσσ. Πρὲς). — Δέκα ὀκτὼ θάνατοι. Ὁ ἀναπληρωτὴς τοῦ ὑπουργοῦ Ὑγιεινῆς κ. Ζαχαρόπουλος ἐδήλωσεν ὅτι ἐλήφθησαν ὅλα τὰ ἀναγκαῖα μέτρα. ΚΑΙ ΕΙΣ ΤΗΝ ΑΓΓΛΙΑΝ — ΛΟΝΔΙΝΟΝ, 12. (Ἀσσ. Πρὲς). — Δύο ἄτομα ἀπεβίωσαν ἐξ εὐλογίας. ΤΟ ΠΑΚΙΣΤΑΝ — ΚΑΡΑΤΣΙ, 12. (Ρόϊτερ). — Εἰκοσιτέσσαρα νέα κρούσματα. ΚΑΙ ΕΙΣ ΜΑΚΑΟ — ΜΑΚΑΟ, 12. (Ἀσσ. Πρὲς). ΧΟΛΕΡΑ ΕΙΣ ΦΙΛΙΠΠΙΝΑΣ — ΜΑΝΙΛΑ, 12. (Ἀσσ. Πρὲς). — Δέκα ὀκτὼ θάνατοι. Ὁ ἀναπληρωτὴς τοῦ ὑπουργοῦ Ὑγιεινῆς κ. Ζαχαρόπουλος ἐδήλωσεν ὅτι ἐλήφθησαν ὅλα τὰ ἀναγκαῖα μέτρα. ΚΑΙ ΕΙΣ ΤΗΝ ΑΓΓΛΙΑΝ — ΛΟΝΔΙΝΟΝ, 12. (Ἀσσ. Πρὲς). — Δύο ἄτομα ἀπεβίωσαν ἐξ εὐλογίας. ΤΟ ΠΑΚΙΣΤΑΝ — ΚΑΡΑΤΣΙ, 12. (Ρόϊτερ). — Εἰκοσιτέσσαρα νέα κρούσματα. ΚΑΙ ΕΙΣ ΜΑΚΑΟ — ΜΑΚΑΟ, 12. (Ἀσσ. Πρὲς). ΧΟΛΕΡΑ ΕΙΣ ΦΙΛΙΠΠΙΝΑΣ — ΜΑΝΙΛΑ, 12. (Ἀσσ. Πρὲς). — Δέκα ὀκτὼ θάνατοι. Ὁ ἀναπληρωτὴς τοῦ ὑπουργοῦ Ὑγιεινῆς κ. Ζαχαρόπουλος ἐδήλωσεν ὅτι ἐλήφθησαν ὅλα τὰ ἀναγκαῖα μέτρα. ΚΑΙ ΕΙΣ ΤΗΝ ΑΓΓΛΙΑΝ — ΛΟΝΔΙΝΟΝ, 12. (Ἀσσ. Πρὲς). — Δύο ἄτομα ἀπεβίωσαν ἐξ εὐλογίας. ΤΟ ΠΑΚΙΣΤΑΝ — ΚΑΡΑΤΣΙ, 12. (Ρόϊτερ). — Εἰκοσιτέσσαρα νέα κρούσματα. ΚΑΙ ΕΙΣ ΜΑΚΑΟ — ΜΑΚΑΟ, 12. (Ἀσσ. Πρὲς). ΧΟΛΕΡΑ ΕΙΣ ΦΙΛΙΠΠΙΝΑΣ — ΜΑΝΙΛΑ, 12. (Ἀσσ. Πρὲς). — Δέκα ὀκτὼ θάνατοι. Ὁ ἀναπληρωτὴς τοῦ ὑπουργοῦ Ὑγιεινῆς κ. Ζαχαρόπουλος ἐδήλωσεν ὅτι ἐλήφθησαν ὅλα τὰ ἀναγκαῖα μέτρα. ΚΑΙ ΕΙΣ ΤΗΝ ΑΓΓΛΙΑΝ — ΛΟΝΔΙΝΟΝ, 12. (Ἀσσ. Πρὲς). — Δύο ἄτομα ἀπεβίωσαν ἐξ εὐλογίας. ΤΟ ΠΑΚΙΣΤΑΝ — ΚΑΡΑΤΣΙ, 12. (Ρόϊτερ). — Εἰκοσιτέσσαρα νέα κρούσματα. ΚΑΙ ΕΙΣ ΜΑΚΑΟ — ΜΑΚΑΟ, 12. (Ἀσσ. Πρὲς). ΧΟΛΕΡΑ ΕΙΣ ΦΙΛΙΠΠΙΝΑΣ — ΜΑΝΙΛΑ, 12. (Ἀσσ. Πρὲς). — Δέκα ὀκτὼ θάνατοι.	[466, 311, 907, 737]
subheadline: οἱ Ἰνδονήσιοι «Ἐθελονταὶ τῆς ἐλευθερίας»	[4, 209, 253, 248]
article-body: ΑΘΗΝΑΙ, 12. — Ὁ ὑπουργὸς Γεωργίας ὑπέγραψεν ἀπόφασιν διὰ τῆς ὁποίας καθορίζεται τὸ τίμημα τῶν δασικῶν ἐκτάσεων αἱ ὁποῖαι παραχωροῦνται εἰς καλλιεργητάς. ΑΘΗΝΑΙ, 12. — Ὁ ὑπουργὸς Γεωργίας ὑπέγραψεν ἀπόφασιν διὰ τῆς ὁποίας καθορίζεται τὸ τίμημα τῶν δασικῶν ἐκτάσεων αἱ ὁποῖαι παραχωροῦνται εἰς καλλιεργητάς. ΑΘΗΝΑΙ, 12. — Ὁ ὑπουργὸς Γεωργίας ὑπέγραψεν ἀπόφασιν διὰ τῆς ὁποίας καθορίζεται τὸ τίμημα τῶν δασικῶν ἐκτάσεων αἱ ὁποῖαι παραχωροῦνται εἰς καλλιεργητάς.	[4, 1646, 253, 1827]
headline: 3.700 ΟΙ ΝΕΚΡΟΙ	[980, 1806, 1075, 1820]
